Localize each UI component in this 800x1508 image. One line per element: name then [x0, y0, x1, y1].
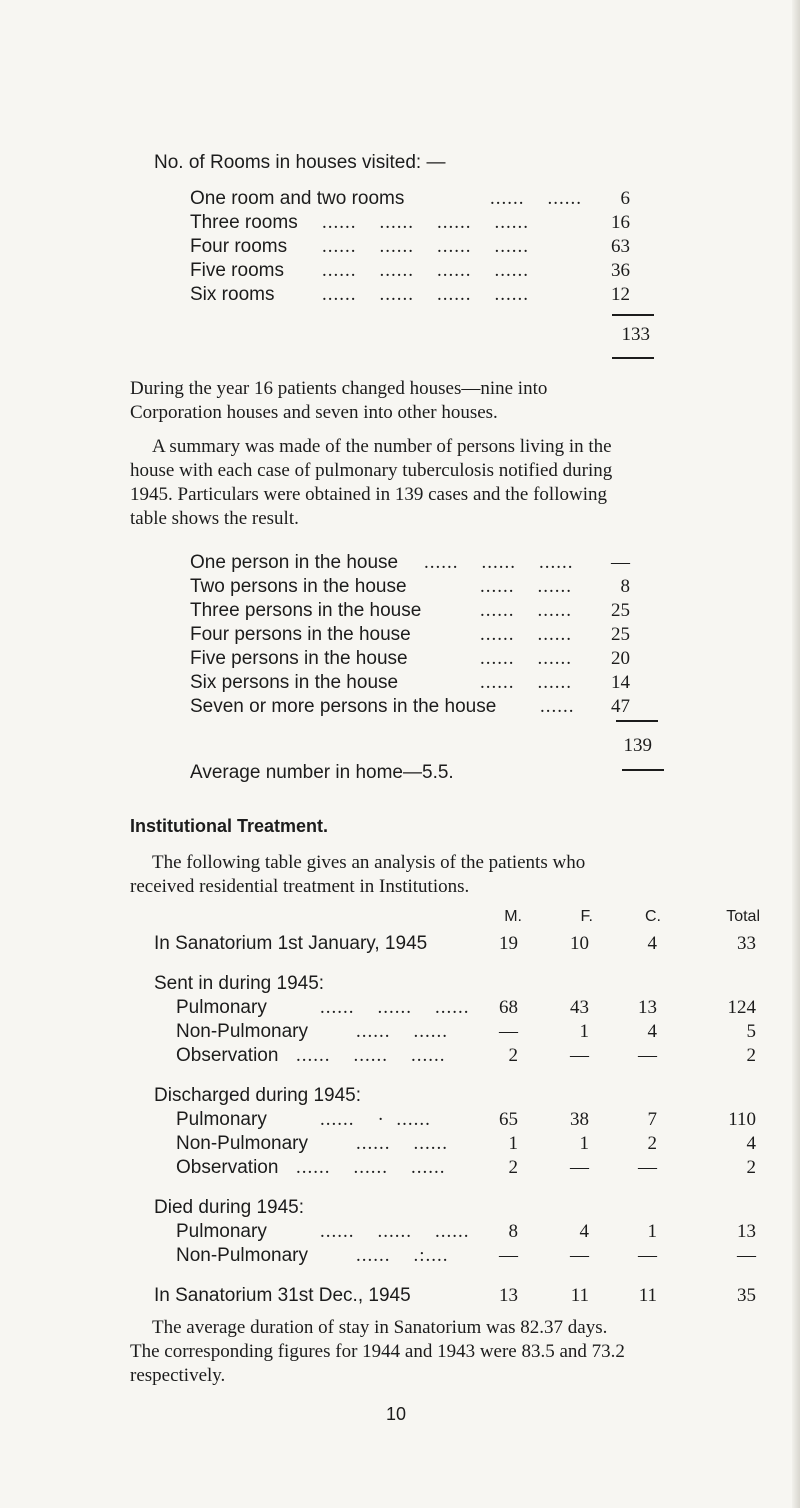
- rule-line: [622, 769, 664, 771]
- table-cell: 2: [647, 1133, 657, 1154]
- table-cell: —: [499, 1245, 518, 1266]
- table-cell: 4: [647, 1021, 657, 1042]
- rooms-row-value: 63: [611, 236, 630, 257]
- column-header: C.: [645, 908, 661, 925]
- table-cell: 65: [499, 1109, 518, 1130]
- leader-dots: ...... ...... ......: [320, 997, 470, 1018]
- persons-row-label: Three persons in the house: [190, 600, 422, 621]
- leader-dots: ...... ...... ...... ......: [322, 284, 529, 305]
- table-cell: 10: [570, 933, 589, 954]
- leader-dots: ...... .:....: [356, 1245, 449, 1266]
- rooms-row-value: 36: [611, 260, 630, 281]
- leader-dots: ...... ......: [480, 672, 572, 693]
- row-label: Non-Pulmonary: [176, 1021, 308, 1042]
- persons-row-label: Six persons in the house: [190, 672, 399, 693]
- table-cell: 4: [579, 1221, 589, 1242]
- column-header: M.: [504, 908, 522, 925]
- persons-row-value: 14: [611, 672, 630, 693]
- persons-row-value: 47: [611, 696, 630, 717]
- persons-row: [190, 551, 660, 575]
- leader-dots: ...... ...... ......: [296, 1157, 446, 1178]
- table-cell: 38: [570, 1109, 589, 1130]
- group-heading: Discharged during 1945:: [154, 1085, 362, 1106]
- paragraph-line: A summary was made of the number of persons living in the: [152, 436, 612, 457]
- rule-line: [616, 720, 658, 722]
- table-cell: 124: [727, 997, 756, 1018]
- table-cell: 11: [638, 1285, 657, 1306]
- paragraph-line: 1945. Particulars were obtained in 139 cases and the following: [130, 484, 607, 505]
- paragraph-house-changes: [130, 377, 690, 425]
- paragraph-duration: [130, 1316, 770, 1388]
- table-cell: 8: [508, 1221, 518, 1242]
- leader-dots: ...... ......: [490, 188, 582, 209]
- persons-row: [190, 671, 660, 695]
- table-cell: 33: [737, 933, 756, 954]
- persons-row-label: Four persons in the house: [190, 624, 411, 645]
- rooms-row-label: Five rooms: [190, 260, 284, 281]
- paragraph-line: The average duration of stay in Sanatorium was 82.37 days.: [152, 1317, 608, 1338]
- leader-dots: ...... ......: [480, 648, 572, 669]
- table-cell: 2: [508, 1045, 518, 1066]
- rooms-row-label: One room and two rooms: [190, 188, 405, 209]
- persons-row-value: —: [611, 552, 630, 573]
- start-row-label: In Sanatorium 1st January, 1945: [154, 933, 428, 954]
- section-heading: Institutional Treatment.: [130, 816, 329, 836]
- table-cell: 11: [570, 1285, 589, 1306]
- persons-row-value: 8: [620, 576, 630, 597]
- rooms-total: 133: [621, 324, 650, 345]
- rooms-row-value: 6: [620, 188, 630, 209]
- leader-dots: ...... ......: [480, 624, 572, 645]
- paragraph-line: The corresponding figures for 1944 and 1943 were 83.5 and 73.2: [130, 1341, 625, 1362]
- leader-dots: ...... ...... ...... ......: [322, 212, 529, 233]
- leader-dots: ......: [540, 696, 575, 717]
- paragraph-line: house with each case of pulmonary tuberculosis notified during: [130, 460, 613, 481]
- table-cell: 13: [737, 1221, 756, 1242]
- table-cell: 2: [746, 1045, 756, 1066]
- row-label: Pulmonary: [176, 1221, 267, 1242]
- table-cell: —: [638, 1245, 657, 1266]
- paragraph-line: Corporation houses and seven into other houses.: [130, 402, 498, 423]
- rooms-row-value: 12: [611, 284, 630, 305]
- leader-dots: ...... ......: [356, 1021, 448, 1042]
- table-cell: 1: [508, 1133, 518, 1154]
- table-cell: 43: [570, 997, 589, 1018]
- row-label: Non-Pulmonary: [176, 1245, 308, 1266]
- leader-dots: ...... ...... ...... ......: [322, 236, 529, 257]
- rooms-total-row: [590, 323, 660, 347]
- table-cell: 110: [728, 1109, 756, 1130]
- table-cell: 7: [647, 1109, 657, 1130]
- group-heading: Sent in during 1945:: [154, 973, 325, 994]
- rule-line: [612, 357, 654, 359]
- persons-row-value: 20: [611, 648, 630, 669]
- paragraph-line: respectively.: [130, 1365, 226, 1386]
- average-note: Average number in home—5.5.: [190, 762, 454, 783]
- table-cell: 68: [499, 997, 518, 1018]
- leader-dots: ...... ......: [480, 576, 572, 597]
- persons-row-value: 25: [611, 600, 630, 621]
- rooms-row: [190, 187, 660, 211]
- table-cell: —: [570, 1245, 589, 1266]
- persons-row: [190, 599, 660, 623]
- group-heading: Died during 1945:: [154, 1197, 304, 1218]
- table-cell: —: [570, 1157, 589, 1178]
- column-header: Total: [726, 908, 760, 925]
- persons-row-label: One person in the house: [190, 552, 399, 573]
- table-cell: 1: [579, 1021, 589, 1042]
- leader-dots: ...... ...... ......: [320, 1221, 470, 1242]
- leader-dots: ...... · ......: [320, 1109, 431, 1130]
- table-cell: 4: [746, 1133, 756, 1154]
- paragraph-institutional-intro: [130, 851, 690, 899]
- table-cell: 35: [737, 1285, 756, 1306]
- row-label: Observation: [176, 1157, 279, 1178]
- table-cell: 5: [746, 1021, 756, 1042]
- column-header: F.: [580, 908, 593, 925]
- leader-dots: ...... ......: [356, 1133, 448, 1154]
- row-label: Pulmonary: [176, 997, 267, 1018]
- paragraph-line: received residential treatment in Institutions.: [130, 876, 470, 897]
- table-cell: 2: [746, 1157, 756, 1178]
- rooms-row-label: Three rooms: [190, 212, 298, 233]
- rooms-row: [190, 211, 660, 235]
- leader-dots: ...... ...... ......: [424, 552, 574, 573]
- paragraph-line: During the year 16 patients changed houses—nine into: [130, 378, 548, 399]
- rooms-row: [190, 259, 660, 283]
- persons-row: [190, 647, 660, 671]
- persons-row-label: Two persons in the house: [190, 576, 407, 597]
- rooms-heading: No. of Rooms in houses visited: —: [154, 152, 446, 173]
- rooms-row: [190, 235, 660, 259]
- row-label: Pulmonary: [176, 1109, 267, 1130]
- row-label: Non-Pulmonary: [176, 1133, 308, 1154]
- persons-row-label: Five persons in the house: [190, 648, 408, 669]
- leader-dots: ...... ...... ...... ......: [322, 260, 529, 281]
- table-cell: 4: [647, 933, 657, 954]
- rooms-row-label: Six rooms: [190, 284, 275, 305]
- table-cell: —: [638, 1157, 657, 1178]
- table-cell: 13: [638, 997, 657, 1018]
- persons-row: [190, 623, 660, 647]
- persons-row: [190, 695, 660, 719]
- table-cell: 19: [499, 933, 518, 954]
- table-cell: 1: [647, 1221, 657, 1242]
- rooms-row-label: Four rooms: [190, 236, 288, 257]
- rooms-row-value: 16: [611, 212, 630, 233]
- row-label: Observation: [176, 1045, 279, 1066]
- table-cell: —: [638, 1045, 657, 1066]
- leader-dots: ...... ...... ......: [296, 1045, 446, 1066]
- paragraph-line: The following table gives an analysis of the patients who: [152, 852, 586, 873]
- persons-row: [190, 575, 660, 599]
- persons-total: 139: [623, 735, 652, 756]
- leader-dots: ...... ......: [480, 600, 572, 621]
- persons-row-label: Seven or more persons in the house: [190, 696, 497, 717]
- persons-total-row: [592, 734, 662, 758]
- paragraph-summary: [130, 435, 690, 531]
- table-cell: 2: [508, 1157, 518, 1178]
- end-row-label: In Sanatorium 31st Dec., 1945: [154, 1285, 411, 1306]
- table-cell: —: [499, 1021, 518, 1042]
- persons-row-value: 25: [611, 624, 630, 645]
- page-edge-shadow: [792, 0, 800, 1508]
- table-cell: 1: [579, 1133, 589, 1154]
- table-cell: —: [737, 1245, 756, 1266]
- paragraph-line: table shows the result.: [130, 508, 299, 529]
- page-number: 10: [386, 1404, 407, 1424]
- rooms-row: [190, 283, 660, 307]
- table-cell: 13: [499, 1285, 518, 1306]
- rule-line: [612, 314, 654, 316]
- table-cell: —: [570, 1045, 589, 1066]
